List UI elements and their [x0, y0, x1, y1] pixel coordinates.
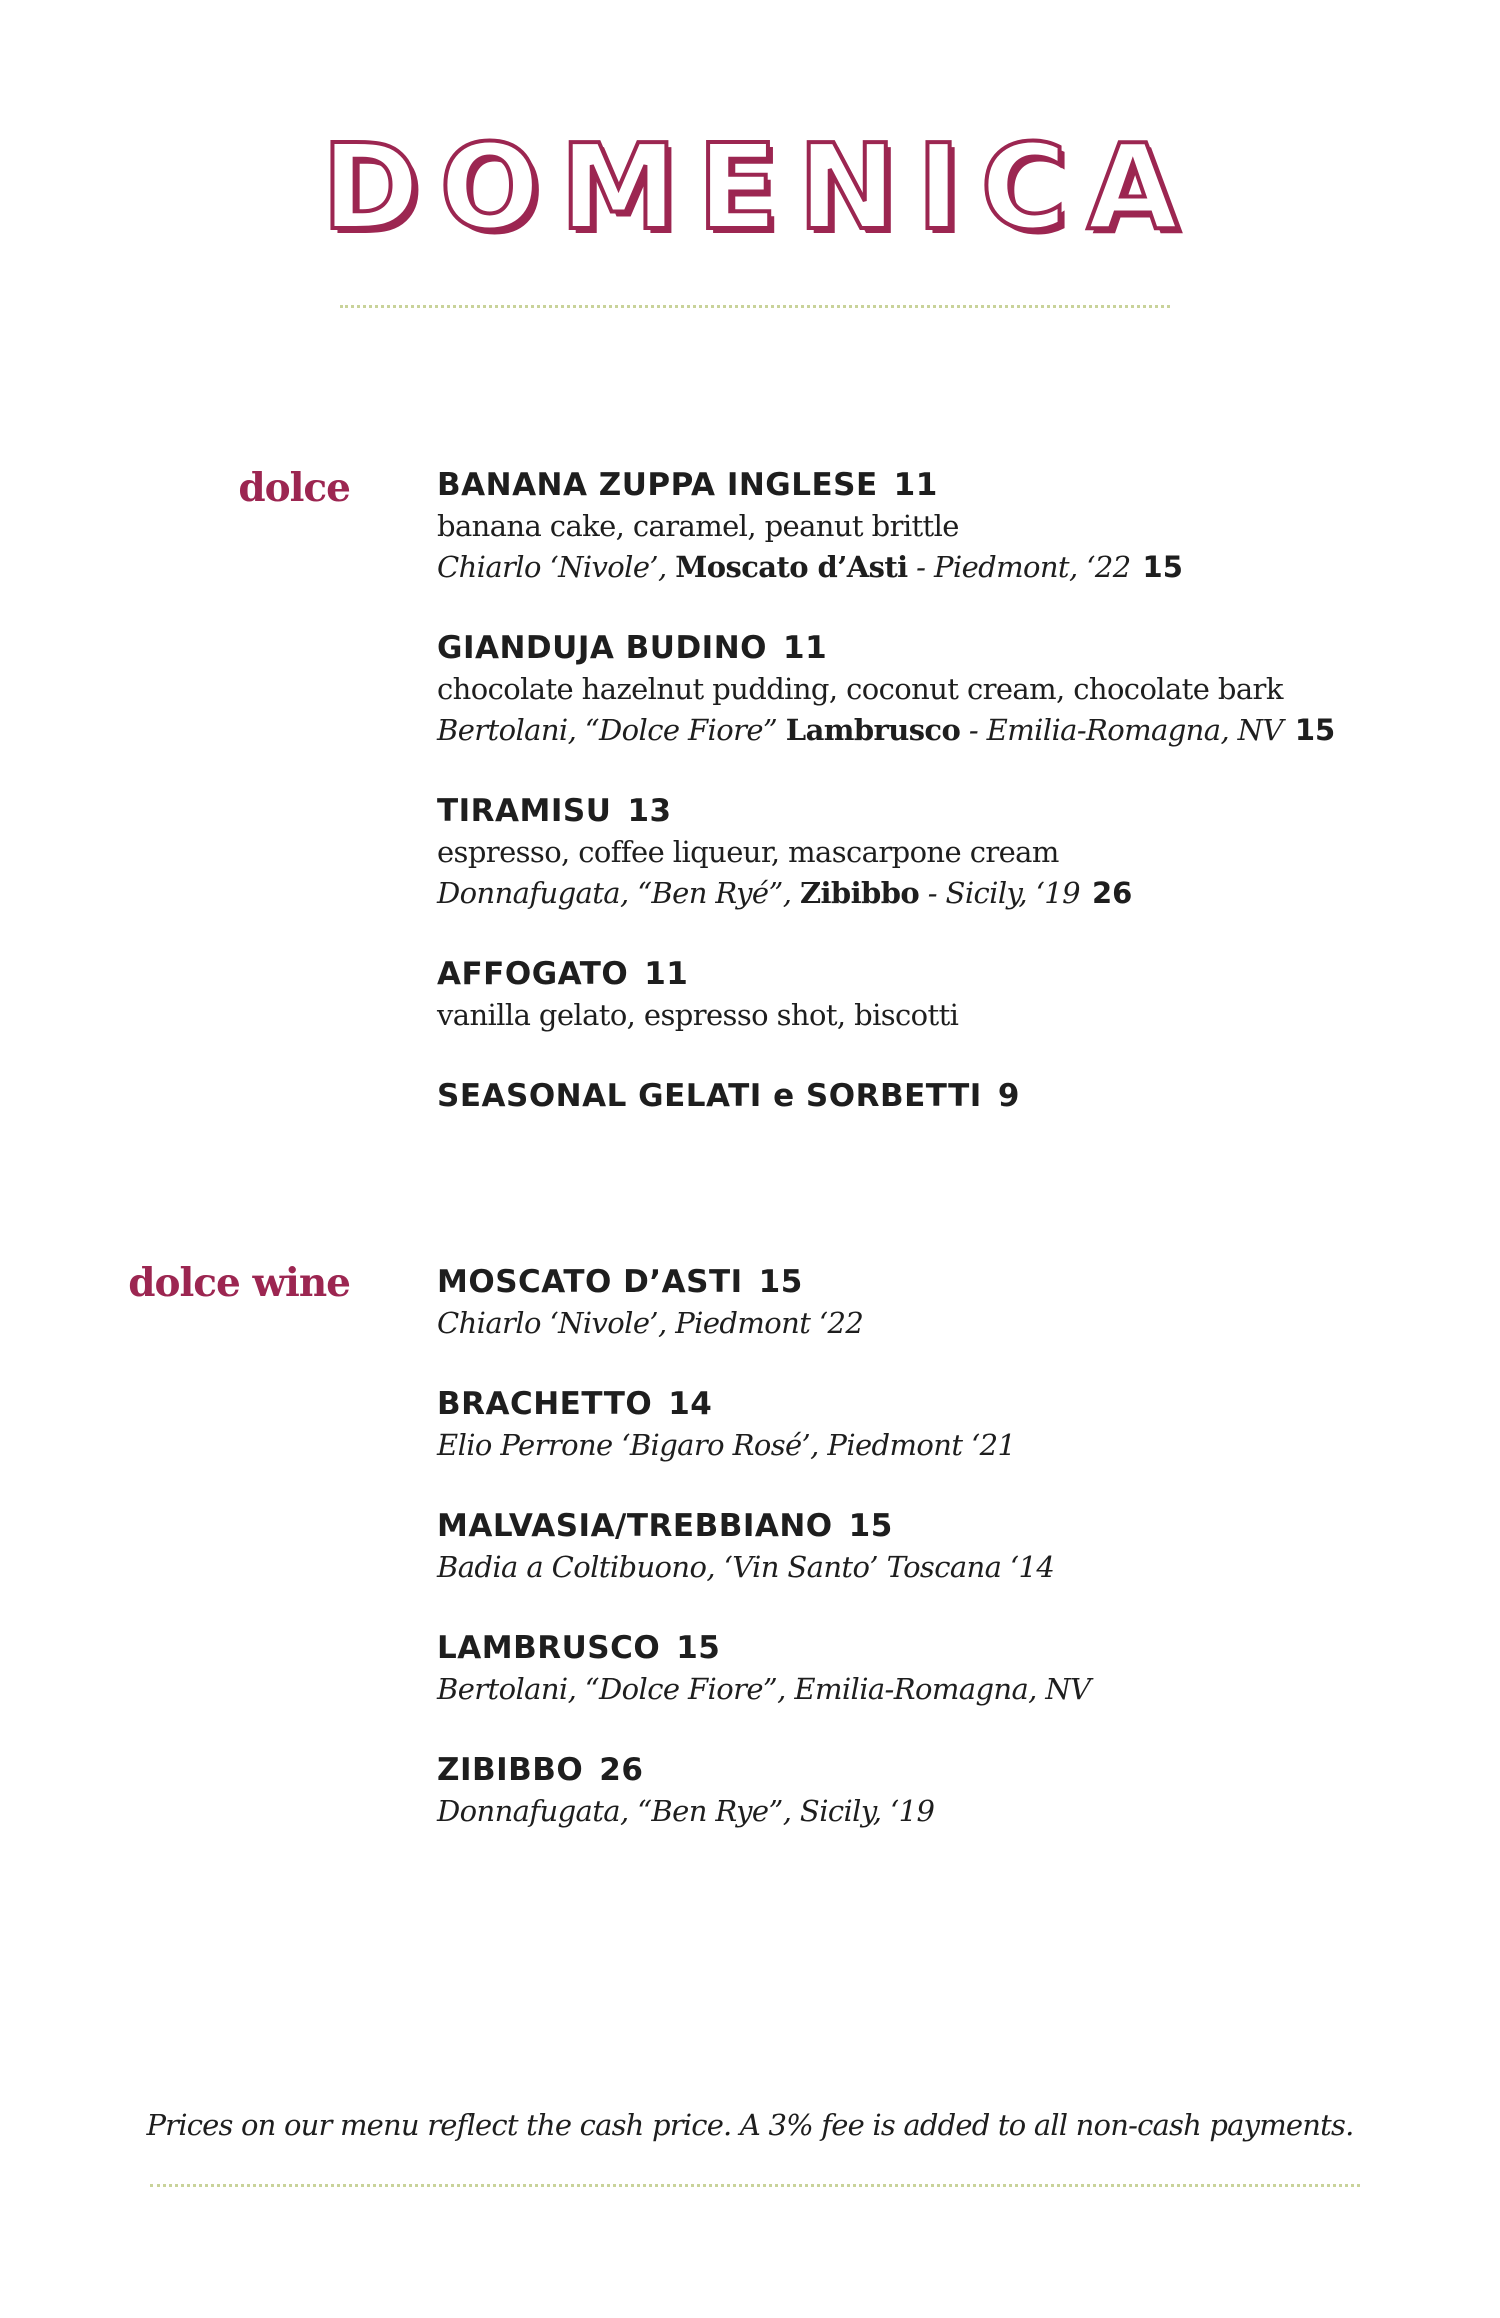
wine-pairing [437, 873, 1467, 914]
item-heading [437, 954, 1467, 995]
item-heading [437, 628, 1467, 669]
dolce-menu-list [437, 465, 1467, 1157]
wine-detail: Donnafugata, “Ben Rye”, Sicily, ‘19 [437, 1794, 935, 1828]
wine-detail: Bertolani, “Dolce Fiore”, Emilia-Romagna, NV [437, 1672, 1091, 1706]
item-price: 13 [627, 793, 672, 829]
pairing-region: - Sicily, ‘19 [919, 876, 1080, 910]
wine-heading [437, 1262, 1467, 1303]
bottom-dotted-divider [150, 2184, 1360, 2187]
wine-heading [437, 1628, 1467, 1669]
wine-item-malvasia-trebbiano [437, 1506, 1467, 1588]
wine-name: MALVASIA/TREBBIANO [437, 1508, 833, 1544]
wine-price: 15 [758, 1264, 803, 1300]
top-dotted-divider [340, 305, 1170, 308]
item-name: AFFOGATO [437, 956, 629, 992]
pairing-wine: Lambrusco [785, 713, 961, 747]
item-price: 9 [997, 1078, 1020, 1114]
wine-price: 26 [599, 1752, 644, 1788]
section-label-dolce: dolce [238, 465, 350, 511]
item-price: 11 [783, 630, 828, 666]
menu-item-gianduja-budino [437, 628, 1467, 751]
menu-item-tiramisu [437, 791, 1467, 914]
item-heading [437, 1076, 1467, 1117]
wine-price: 14 [668, 1386, 713, 1422]
pairing-wine: Moscato d’Asti [675, 550, 908, 584]
wine-detail: Elio Perrone ‘Bigaro Rosé’, Piedmont ‘21 [437, 1428, 1016, 1462]
item-name: GIANDUJA BUDINO [437, 630, 768, 666]
wine-name: LAMBRUSCO [437, 1630, 661, 1666]
wine-pairing [437, 710, 1467, 751]
menu-item-affogato [437, 954, 1467, 1036]
pairing-wine: Zibibbo [799, 876, 920, 910]
pairing-producer: Chiarlo ‘Nivole’, [437, 550, 667, 584]
pairing-price: 15 [1294, 713, 1336, 747]
item-name: BANANA ZUPPA INGLESE [437, 467, 878, 503]
wine-price: 15 [676, 1630, 721, 1666]
item-name: SEASONAL GELATI e SORBETTI [437, 1078, 982, 1114]
wine-detail: Badia a Coltibuono, ‘Vin Santo’ Toscana ‘14 [437, 1550, 1055, 1584]
wine-item-brachetto [437, 1384, 1467, 1466]
item-heading [437, 465, 1467, 506]
item-description: chocolate hazelnut pudding, coconut cream, chocolate bark [437, 672, 1283, 706]
pairing-price: 15 [1142, 550, 1183, 584]
wine-item-lambrusco [437, 1628, 1467, 1710]
wine-name: ZIBIBBO [437, 1752, 584, 1788]
item-description: banana cake, caramel, peanut brittle [437, 509, 959, 543]
item-description: vanilla gelato, espresso shot, biscotti [437, 998, 959, 1032]
wine-price: 15 [848, 1508, 893, 1544]
wine-item-moscato-dasti [437, 1262, 1467, 1344]
wine-heading [437, 1506, 1467, 1547]
wine-heading [437, 1384, 1467, 1425]
item-price: 11 [644, 956, 689, 992]
wine-detail: Chiarlo ‘Nivole’, Piedmont ‘22 [437, 1306, 864, 1340]
wine-item-zibibbo [437, 1750, 1467, 1832]
dolce-wine-list [437, 1262, 1467, 1872]
wine-name: BRACHETTO [437, 1386, 653, 1422]
pairing-producer: Bertolani, “Dolce Fiore” [437, 713, 778, 747]
pairing-region: - Piedmont, ‘22 [907, 550, 1131, 584]
section-label-dolce-wine: dolce wine [128, 1260, 350, 1306]
pairing-producer: Donnafugata, “Ben Ryé”, [437, 876, 792, 910]
cash-price-note: Prices on our menu reflect the cash price. A 3% fee is added to all non-cash payments. [146, 2108, 1354, 2142]
pairing-region: - Emilia-Romagna, NV [960, 713, 1283, 747]
menu-item-banana-zuppa-inglese [437, 465, 1467, 588]
item-description: espresso, coffee liqueur, mascarpone cream [437, 835, 1059, 869]
item-name: TIRAMISU [437, 793, 612, 829]
restaurant-logo-title: DOMENICA [321, 118, 1199, 256]
menu-item-seasonal-gelati [437, 1076, 1467, 1117]
wine-name: MOSCATO D’ASTI [437, 1264, 743, 1300]
pairing-price: 26 [1091, 876, 1133, 910]
item-heading [437, 791, 1467, 832]
wine-heading [437, 1750, 1467, 1791]
item-price: 11 [893, 467, 938, 503]
wine-pairing [437, 547, 1467, 588]
